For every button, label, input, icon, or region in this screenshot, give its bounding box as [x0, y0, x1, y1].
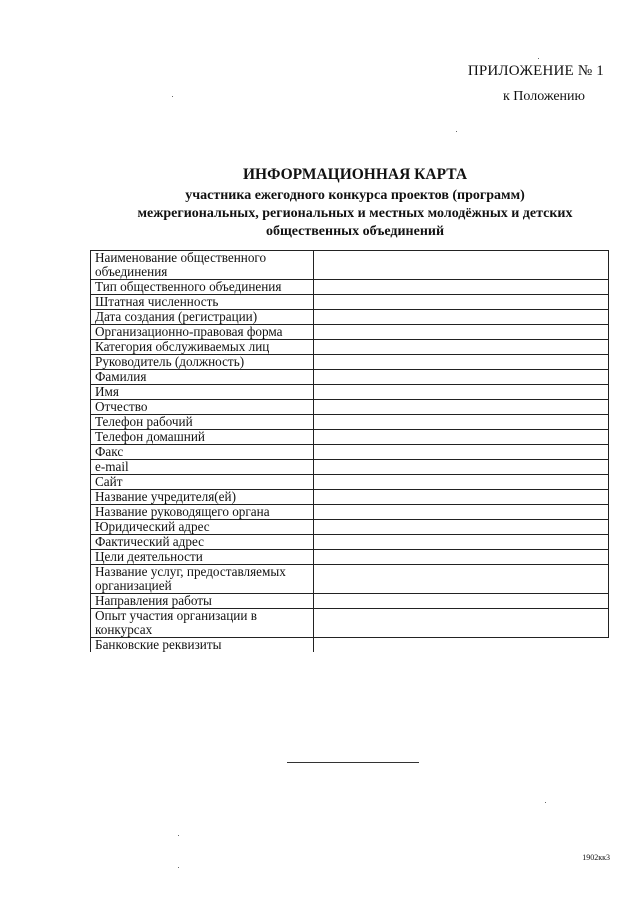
field-label: Организационно-правовая форма: [91, 325, 314, 340]
form-row: [91, 505, 609, 520]
field-label: Фамилия: [91, 370, 314, 385]
form-row: [91, 550, 609, 565]
field-value[interactable]: [313, 490, 608, 505]
field-label: Категория обслуживаемых лиц: [91, 340, 314, 355]
field-value[interactable]: [313, 355, 608, 370]
scan-speck: [538, 58, 539, 59]
form-row: [91, 370, 609, 385]
field-label: Название руководящего органа: [91, 505, 314, 520]
field-value[interactable]: [313, 400, 608, 415]
field-value[interactable]: [313, 415, 608, 430]
field-value[interactable]: [313, 370, 608, 385]
form-row: [91, 460, 609, 475]
field-value[interactable]: [313, 385, 608, 400]
form-row: [91, 535, 609, 550]
field-value[interactable]: [313, 520, 608, 535]
form-row: [91, 280, 609, 295]
field-label: Дата создания (регистрации): [91, 310, 314, 325]
scan-speck: [545, 802, 546, 803]
field-value[interactable]: [313, 340, 608, 355]
document-title: [0, 166, 640, 241]
form-row: [91, 430, 609, 445]
field-label: Телефон домашний: [91, 430, 314, 445]
form-row: [91, 475, 609, 490]
title-main: ИНФОРМАЦИОННАЯ КАРТА: [242, 166, 468, 183]
field-label: Юридический адрес: [91, 520, 314, 535]
form-row: [91, 445, 609, 460]
field-label: Имя: [91, 385, 314, 400]
field-value[interactable]: [313, 430, 608, 445]
field-label: Штатная численность: [91, 295, 314, 310]
field-label: Опыт участия организации в конкурсах: [91, 609, 314, 638]
annex-reference: к Положению: [502, 89, 585, 104]
scan-speck: [178, 835, 179, 836]
field-value[interactable]: [313, 460, 608, 475]
form-row: [91, 310, 609, 325]
field-label: Тип общественного объединения: [91, 280, 314, 295]
form-row: [91, 325, 609, 340]
field-value[interactable]: [313, 295, 608, 310]
form-row: [91, 638, 609, 653]
form-row: [91, 400, 609, 415]
form-row: [91, 385, 609, 400]
form-row: [91, 340, 609, 355]
field-label: Название учредителя(ей): [91, 490, 314, 505]
field-label: Руководитель (должность): [91, 355, 314, 370]
form-row: [91, 594, 609, 609]
field-label: Телефон рабочий: [91, 415, 314, 430]
field-value[interactable]: [313, 609, 608, 638]
field-value[interactable]: [313, 325, 608, 340]
field-value[interactable]: [313, 280, 608, 295]
footer-code: 1902кк3: [582, 853, 610, 862]
form-row: [91, 251, 609, 280]
signature-line: [287, 762, 419, 763]
field-label: Банковские реквизиты: [91, 638, 314, 653]
info-card-table-body: [91, 251, 609, 653]
field-value[interactable]: [313, 475, 608, 490]
annex-number: ПРИЛОЖЕНИЕ № 1: [467, 63, 604, 79]
field-value[interactable]: [313, 445, 608, 460]
form-row: [91, 565, 609, 594]
form-row: [91, 490, 609, 505]
form-row: [91, 295, 609, 310]
field-label: Фактический адрес: [91, 535, 314, 550]
field-label: Наименование общественного объединения: [91, 251, 314, 280]
field-label: Отчество: [91, 400, 314, 415]
field-label: Сайт: [91, 475, 314, 490]
field-value[interactable]: [313, 565, 608, 594]
title-line-2: межрегиональных, региональных и местных молодёжных и детских: [137, 206, 573, 221]
field-value[interactable]: [313, 535, 608, 550]
title-line-1: участника ежегодного конкурса проектов (программ): [185, 188, 525, 203]
field-label: Направления работы: [91, 594, 314, 609]
info-card-table: [90, 250, 609, 652]
field-value[interactable]: [313, 505, 608, 520]
form-row: [91, 355, 609, 370]
field-label: e-mail: [91, 460, 314, 475]
title-line-3: общественных объединений: [265, 224, 445, 239]
field-value[interactable]: [313, 251, 608, 280]
scan-speck: [178, 867, 179, 868]
scan-speck: [456, 131, 457, 132]
form-row: [91, 609, 609, 638]
field-value[interactable]: [313, 594, 608, 609]
field-value[interactable]: [313, 550, 608, 565]
field-label: Факс: [91, 445, 314, 460]
field-label: Название услуг, предоставляемых организацией: [91, 565, 314, 594]
form-row: [91, 415, 609, 430]
field-value[interactable]: [313, 310, 608, 325]
scan-speck: [172, 96, 173, 97]
field-value[interactable]: [313, 638, 608, 653]
form-row: [91, 520, 609, 535]
field-label: Цели деятельности: [91, 550, 314, 565]
